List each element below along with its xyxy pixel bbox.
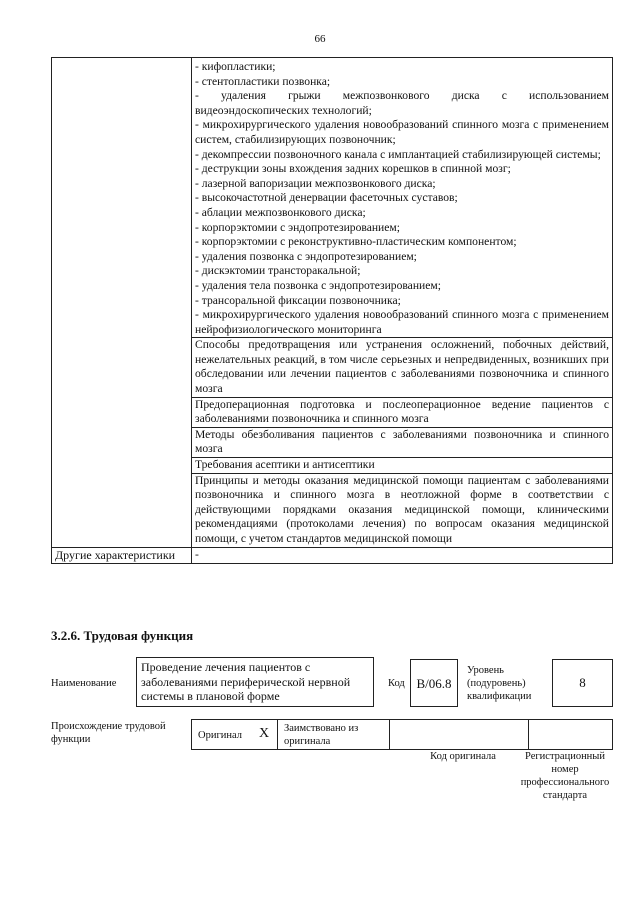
- list-item: - трансоральной фиксации позвоночника;: [195, 293, 401, 307]
- original-mark: X: [259, 726, 270, 741]
- list-item: - кифопластики;: [195, 60, 276, 73]
- list-item: - деструкции зоны вхождения задних корешков в спинной мозг;: [195, 162, 511, 176]
- list-item: - аблации межпозвонкового диска;: [195, 205, 366, 219]
- table-cell: Требования асептики и антисептики: [192, 458, 613, 474]
- level-value: 8: [579, 675, 586, 690]
- level-label: Уровень (подуровень) квалификации: [467, 665, 532, 702]
- table-row: [52, 58, 613, 338]
- knowledge-table: [51, 57, 613, 564]
- list-item: - высокочастотной денервации фасеточных суставов;: [195, 191, 458, 205]
- table-cell: Принципы и методы оказания медицинской помощи пациентам с заболеваниями позвоночника и спинного мозга в неотложной форме в соответствии с действующими порядками оказания медицинской помощи, клиническими рекомендациями (протоколами лечения) по вопросам оказания медицинской помощи, с учетом стандартов медицинской помощи: [192, 473, 613, 547]
- other-characteristics-value: -: [192, 547, 613, 563]
- table-row: [52, 547, 613, 563]
- list-item: - лазерной вапоризации межпозвонкового диска;: [195, 176, 436, 190]
- methods-list: [195, 60, 609, 337]
- name-label: Наименование: [51, 678, 117, 689]
- list-item: - удаления грыжи межпозвонкового диска с использованием видеоэндоскопических технологий;: [195, 89, 609, 117]
- borrowed-label: Заимствовано из оригинала: [284, 723, 359, 747]
- original-label: Оригинал: [198, 730, 242, 741]
- methods-list-cell: [192, 58, 613, 338]
- other-characteristics-label: Другие характеристики: [52, 547, 192, 563]
- function-name-box: [136, 657, 374, 707]
- list-item: - дискэктомии трансторакальной;: [195, 264, 361, 278]
- section-title: 3.2.6. Трудовая функция: [51, 628, 194, 643]
- list-item: - корпорэктомии с реконструктивно-пластическим компонентом;: [195, 235, 517, 249]
- table-cell: Способы предотвращения или устранения осложнений, побочных действий, нежелательных реакций, в том числе серьезных и непредвиденных, возникших при обследовании или лечении пациентов с заболеваниями позвоночника и спинного мозга: [192, 338, 613, 397]
- table-cell: Методы обезболивания пациентов с заболеваниями позвоночника и спинного мозга: [192, 427, 613, 457]
- function-name: Проведение лечения пациентов с заболеваниями периферической нервной системы в плановой форме: [141, 660, 351, 703]
- reg-number-box: [528, 719, 613, 750]
- list-item: - микрохирургического удаления новообразований спинного мозга с применением систем, стабилизирующих позвоночник;: [195, 118, 609, 146]
- list-item: - удаления позвонка с эндопротезированием;: [195, 249, 417, 263]
- table-row-label: [52, 58, 192, 548]
- reg-number-caption: Регистрационный номер профессионального стандарта: [520, 751, 610, 801]
- borrowed-box: [277, 719, 390, 750]
- code-original-box: [389, 719, 529, 750]
- list-item: - удаления тела позвонка с эндопротезированием;: [195, 278, 441, 292]
- code-label: Код: [388, 678, 405, 689]
- list-item: - декомпрессии позвоночного канала с имплантацией стабилизирующей системы;: [195, 147, 601, 161]
- table-cell: Предоперационная подготовка и послеоперационное ведение пациентов с заболеваниями позвоночника и спинного мозга: [192, 397, 613, 427]
- list-item: - корпорэктомии с эндопротезированием;: [195, 220, 400, 234]
- code-box: [410, 659, 458, 707]
- origin-label: Происхождение трудовой функции: [51, 721, 166, 745]
- page-number: 66: [314, 33, 326, 45]
- code-value: B/06.8: [416, 676, 452, 691]
- level-box: [552, 659, 613, 707]
- code-original-caption: Код оригинала: [430, 751, 496, 762]
- list-item: - стентопластики позвонка;: [195, 74, 331, 88]
- original-box: [191, 719, 278, 750]
- list-item: - микрохирургического удаления новообразований спинного мозга с применением нейрофизиологического мониторинга: [195, 308, 609, 336]
